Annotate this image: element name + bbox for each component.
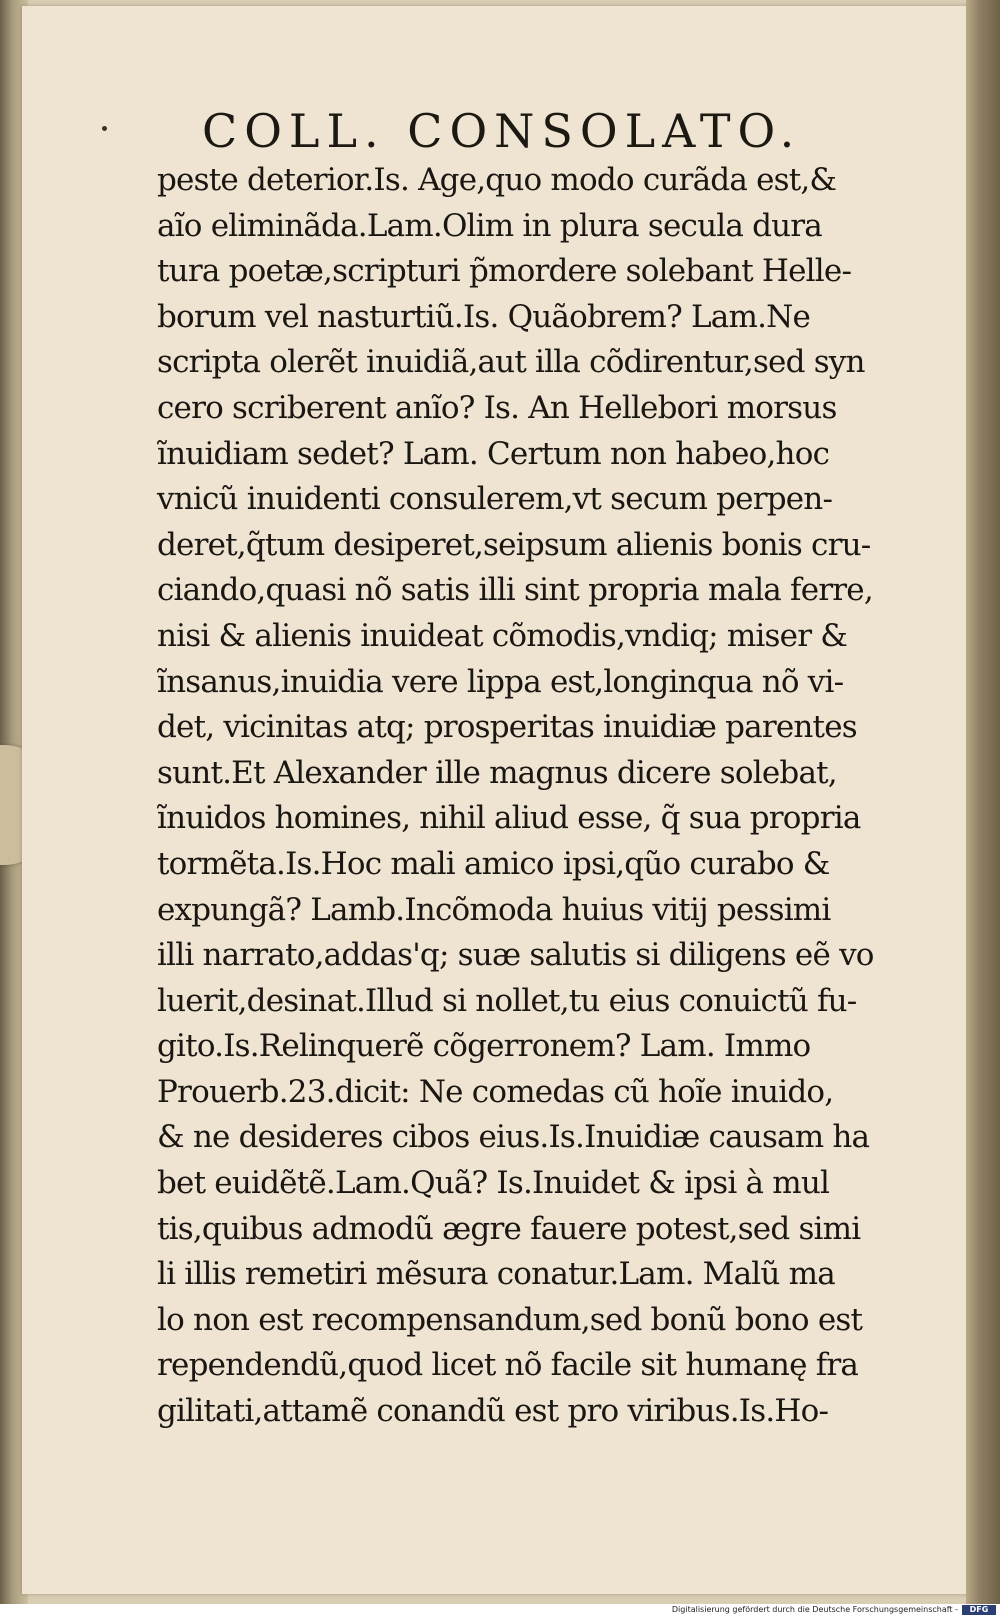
text-line: Prouerb.23.dicit: Ne comedas cũ hoĩe inuido, [157, 1073, 834, 1110]
text-line: bet euidẽtẽ.Lam.Quã? Is.Inuidet & ipsi à mul [157, 1165, 830, 1202]
text-line: deret,q̃tum desiperet,seipsum alienis bonis cru- [157, 526, 871, 563]
text-line: borum vel nasturtiũ.Is. Quãobrem? Lam.Ne [157, 298, 811, 335]
text-line: peste deterior.Is. Age,quo modo curãda est,& [157, 162, 837, 198]
text-line: gito.Is.Relinquerẽ cõgerronem? Lam. Immo [157, 1028, 811, 1065]
text-line: ciando,quasi nõ satis illi sint propria mala ferre, [157, 572, 873, 609]
text-line: cero scriberent anĩo? Is. An Hellebori morsus [157, 389, 837, 426]
text-line: vnicũ inuidenti consulerem,vt secum perpen- [157, 481, 833, 518]
text-line: gilitati,attamẽ conandũ est pro viribus.Is.Ho- [157, 1393, 829, 1430]
text-line: expungã? Lamb.Incõmoda huius vitij pessimi [157, 891, 831, 928]
text-line: & ne desideres cibos eius.Is.Inuidiæ causam ha [157, 1119, 870, 1156]
text-line: tura poetæ,scripturi p̃mordere solebant Helle- [157, 253, 852, 290]
dfg-logo: DFG [962, 1605, 996, 1615]
running-header: COLL. CONSOLATO. [202, 104, 802, 158]
text-line: tormẽta.Is.Hoc mali amico ipsi,qũo curabo & [157, 845, 830, 882]
header-dot [102, 126, 107, 131]
text-line: lo non est recompensandum,sed bonũ bono est [157, 1301, 863, 1338]
book-right-edge [966, 0, 1000, 1604]
text-line: ĩnuidiam sedet? Lam. Certum non habeo,hoc [157, 435, 830, 472]
text-line: ĩnuidos homines, nihil aliud esse, q̃ sua propria [157, 800, 861, 837]
text-line: scripta olerẽt inuidiã,aut illa cõdirentur,sed syn [157, 344, 865, 381]
text-line: li illis remetiri mẽsura conatur.Lam. Malũ ma [157, 1256, 835, 1293]
text-line: luerit,desinat.Illud si nollet,tu eius conuictũ fu- [157, 982, 857, 1019]
book-page [22, 6, 972, 1594]
text-line: illi narrato,addas'q; suæ salutis si diligens eẽ vo [157, 937, 874, 974]
text-line: rependendũ,quod licet nõ facile sit humanę fra [157, 1347, 859, 1384]
text-line: sunt.Et Alexander ille magnus dicere solebat, [157, 754, 837, 791]
text-line: det, vicinitas atq; prosperitas inuidiæ parentes [157, 709, 857, 746]
text-line: ĩnsanus,inuidia vere lippa est,longinqua nõ vi- [157, 663, 844, 700]
text-line: tis,quibus admodũ ægre fauere potest,sed simi [157, 1210, 861, 1247]
text-line: aĩo eliminãda.Lam.Olim in plura secula dura [157, 207, 822, 244]
text-line: nisi & alienis inuideat cõmodis,vndiq; miser & [157, 617, 848, 654]
footer-credit: Digitalisierung gefördert durch die Deutsche Forschungsgemeinschaft - [671, 1605, 958, 1614]
body-text [157, 158, 957, 1435]
footer-bar [0, 1604, 1000, 1616]
